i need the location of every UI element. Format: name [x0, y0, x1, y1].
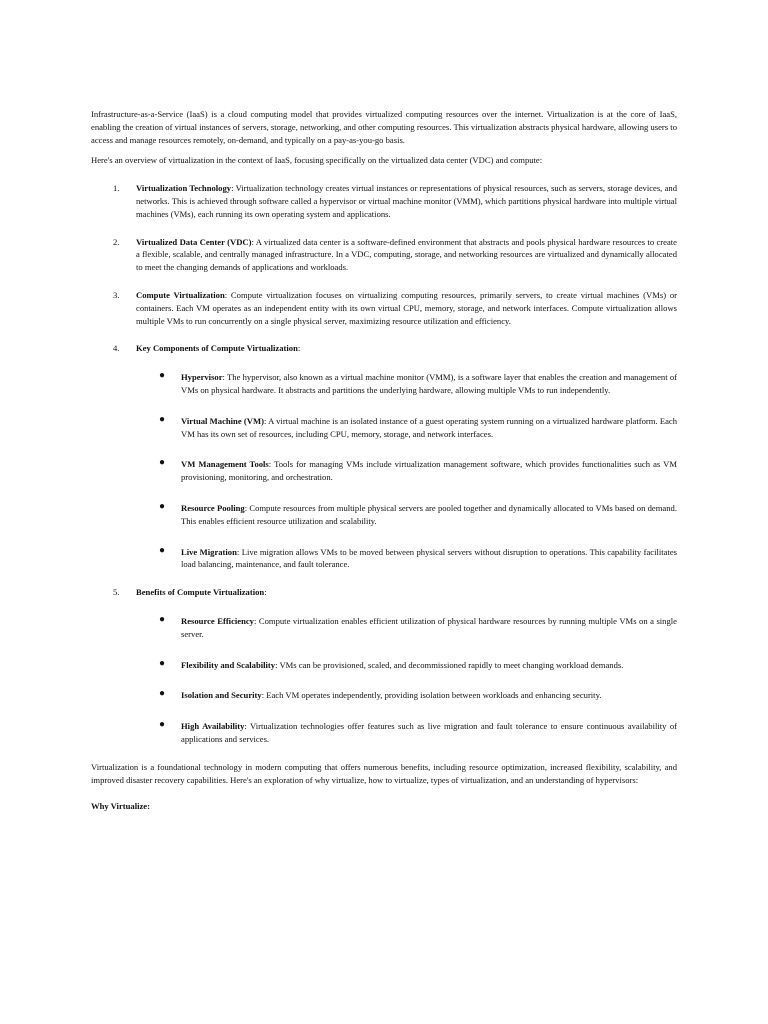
- item-term: Virtualization Technology: [136, 183, 232, 194]
- item-text: : Tools for managing VMs include virtualization management software, which provides functionalities such as VM provisioning, monitoring, and orchestration.: [181, 459, 677, 483]
- item-text: : Live migration allows VMs to be moved between physical servers without disruption to operations. This capability facilitates load balancing, maintenance, and fault tolerance.: [181, 546, 677, 570]
- bullet-icon: ●: [159, 688, 166, 700]
- item-text: : VMs can be provisioned, scaled, and decommissioned rapidly to meet changing workload demands.: [275, 659, 624, 670]
- bullet-icon: ●: [159, 657, 166, 669]
- closing-paragraph: Virtualization is a foundational technology in modern computing that offers numerous benefits, including resource optimization, increased flexibility, scalability, and improved disaster recovery capabilities. Here's an exploration of why virtualize, how to virtualize, types of virtualization, and an understanding of hypervisors:: [91, 761, 677, 785]
- bullet-item-resource-efficiency: [136, 615, 677, 641]
- bullet-item-flexibility-scalability: [136, 659, 677, 672]
- key-components-list: [136, 371, 677, 571]
- bullet-item-high-availability: [136, 720, 677, 746]
- why-virtualize-heading: Why Virtualize:: [91, 801, 150, 812]
- bullet-item-vm-management-tools: [136, 458, 677, 484]
- item-term: Live Migration: [181, 546, 237, 557]
- list-item-key-components: [91, 342, 677, 571]
- bullet-item-isolation-security: [136, 689, 677, 702]
- item-term: VM Management Tools: [181, 459, 269, 470]
- list-number: 5.: [113, 587, 120, 598]
- list-number: 4.: [113, 343, 120, 354]
- bullet-item-live-migration: [136, 546, 677, 572]
- document-page: [91, 108, 677, 813]
- item-term: Compute Virtualization: [136, 289, 225, 300]
- bullet-icon: ●: [159, 370, 166, 382]
- item-term: Isolation and Security: [181, 690, 262, 701]
- item-term: Key Components of Compute Virtualization: [136, 343, 298, 354]
- bullet-item-virtual-machine: [136, 415, 677, 441]
- item-text: : Compute resources from multiple physical servers are pooled together and dynamically allocated to VMs based on demand. This enables efficient resource utilization and scalability.: [181, 502, 677, 526]
- list-number: 2.: [113, 236, 120, 247]
- bullet-icon: ●: [159, 719, 166, 731]
- item-term: Flexibility and Scalability: [181, 659, 276, 670]
- bullet-icon: ●: [159, 613, 166, 625]
- bullet-item-hypervisor: [136, 371, 677, 397]
- intro-paragraph: Infrastructure-as-a-Service (IaaS) is a cloud computing model that provides virtualized computing resources over the internet. Virtualization is at the core of IaaS, enabling the creation of virtual instances of servers, storage, networking, and other computing resources. This virtualization abstracts physical hardware, allowing users to access and manage resources remotely, on-demand, and typically on a pay-as-you-go basis.: [91, 109, 677, 145]
- item-text: : Compute virtualization enables efficient utilization of physical hardware resources by running multiple VMs on a single server.: [181, 615, 677, 639]
- item-term: Resource Efficiency: [181, 615, 254, 626]
- benefits-list: [136, 615, 677, 746]
- item-text: :: [264, 587, 267, 598]
- item-term: High Availability: [181, 721, 245, 732]
- bullet-icon: ●: [159, 457, 166, 469]
- list-number: 1.: [113, 183, 120, 194]
- item-term: Virtualized Data Center (VDC): [136, 236, 252, 247]
- list-item-virtualized-data-center: [91, 236, 677, 274]
- item-text: :: [297, 343, 301, 354]
- bullet-item-resource-pooling: [136, 502, 677, 528]
- bullet-icon: ●: [159, 413, 166, 425]
- list-item-virtualization-technology: [91, 182, 677, 220]
- overview-paragraph: Here's an overview of virtualization in the context of IaaS, focusing specifically on the virtualized data center (VDC) and compute:: [91, 155, 543, 166]
- bullet-icon: ●: [159, 544, 166, 556]
- item-text: : The hypervisor, also known as a virtual machine monitor (VMM), is a software layer that enables the creation and management of VMs on physical hardware. It abstracts and partitions the underlying hardware, allowing multiple VMs to run independently.: [181, 372, 677, 395]
- item-text: : A virtual machine is an isolated instance of a guest operating system running on a virtualized hardware platform. Each VM has its own set of resources, including CPU, memory, storage, and network interfaces.: [181, 415, 677, 439]
- list-item-benefits: [91, 586, 677, 746]
- item-text: : Virtualization technologies offer features such as live migration and fault tolerance to ensure continuous availability of applications and services.: [181, 721, 677, 744]
- item-text: : A virtualized data center is a software-defined environment that abstracts and pools physical hardware resources to create a flexible, scalable, and centrally managed infrastructure. In a VDC, computing, storage, and networking resources are virtualized and dynamically allocated to meet the changing demands of applications and workloads.: [136, 236, 677, 273]
- numbered-list: [91, 182, 677, 746]
- item-term: Virtual Machine (VM): [181, 415, 264, 426]
- item-text: : Compute virtualization focuses on virtualizing computing resources, primarily servers, to create virtual machines (VMs) or containers. Each VM operates as an independent entity with its own virtual CPU, memory, storage, and network interfaces. Compute virtualization allows multiple VMs to run concurrently on a single physical server, maximizing resource utilization and efficiency.: [136, 289, 677, 326]
- item-term: Hypervisor: [181, 372, 223, 383]
- item-term: Benefits of Compute Virtualization: [136, 587, 265, 598]
- bullet-icon: ●: [159, 500, 166, 512]
- list-item-compute-virtualization: [91, 289, 677, 327]
- item-text: : Virtualization technology creates virtual instances or representations of physical resources, such as servers, storage devices, and networks. This is achieved through software called a hypervisor or virtual machine monitor (VMM), which partitions physical hardware into multiple virtual machines (VMs), each running its own operating system and applications.: [136, 183, 678, 219]
- item-text: : Each VM operates independently, providing isolation between workloads and enhancing security.: [261, 690, 602, 701]
- list-number: 3.: [113, 289, 120, 300]
- item-term: Resource Pooling: [181, 502, 245, 513]
